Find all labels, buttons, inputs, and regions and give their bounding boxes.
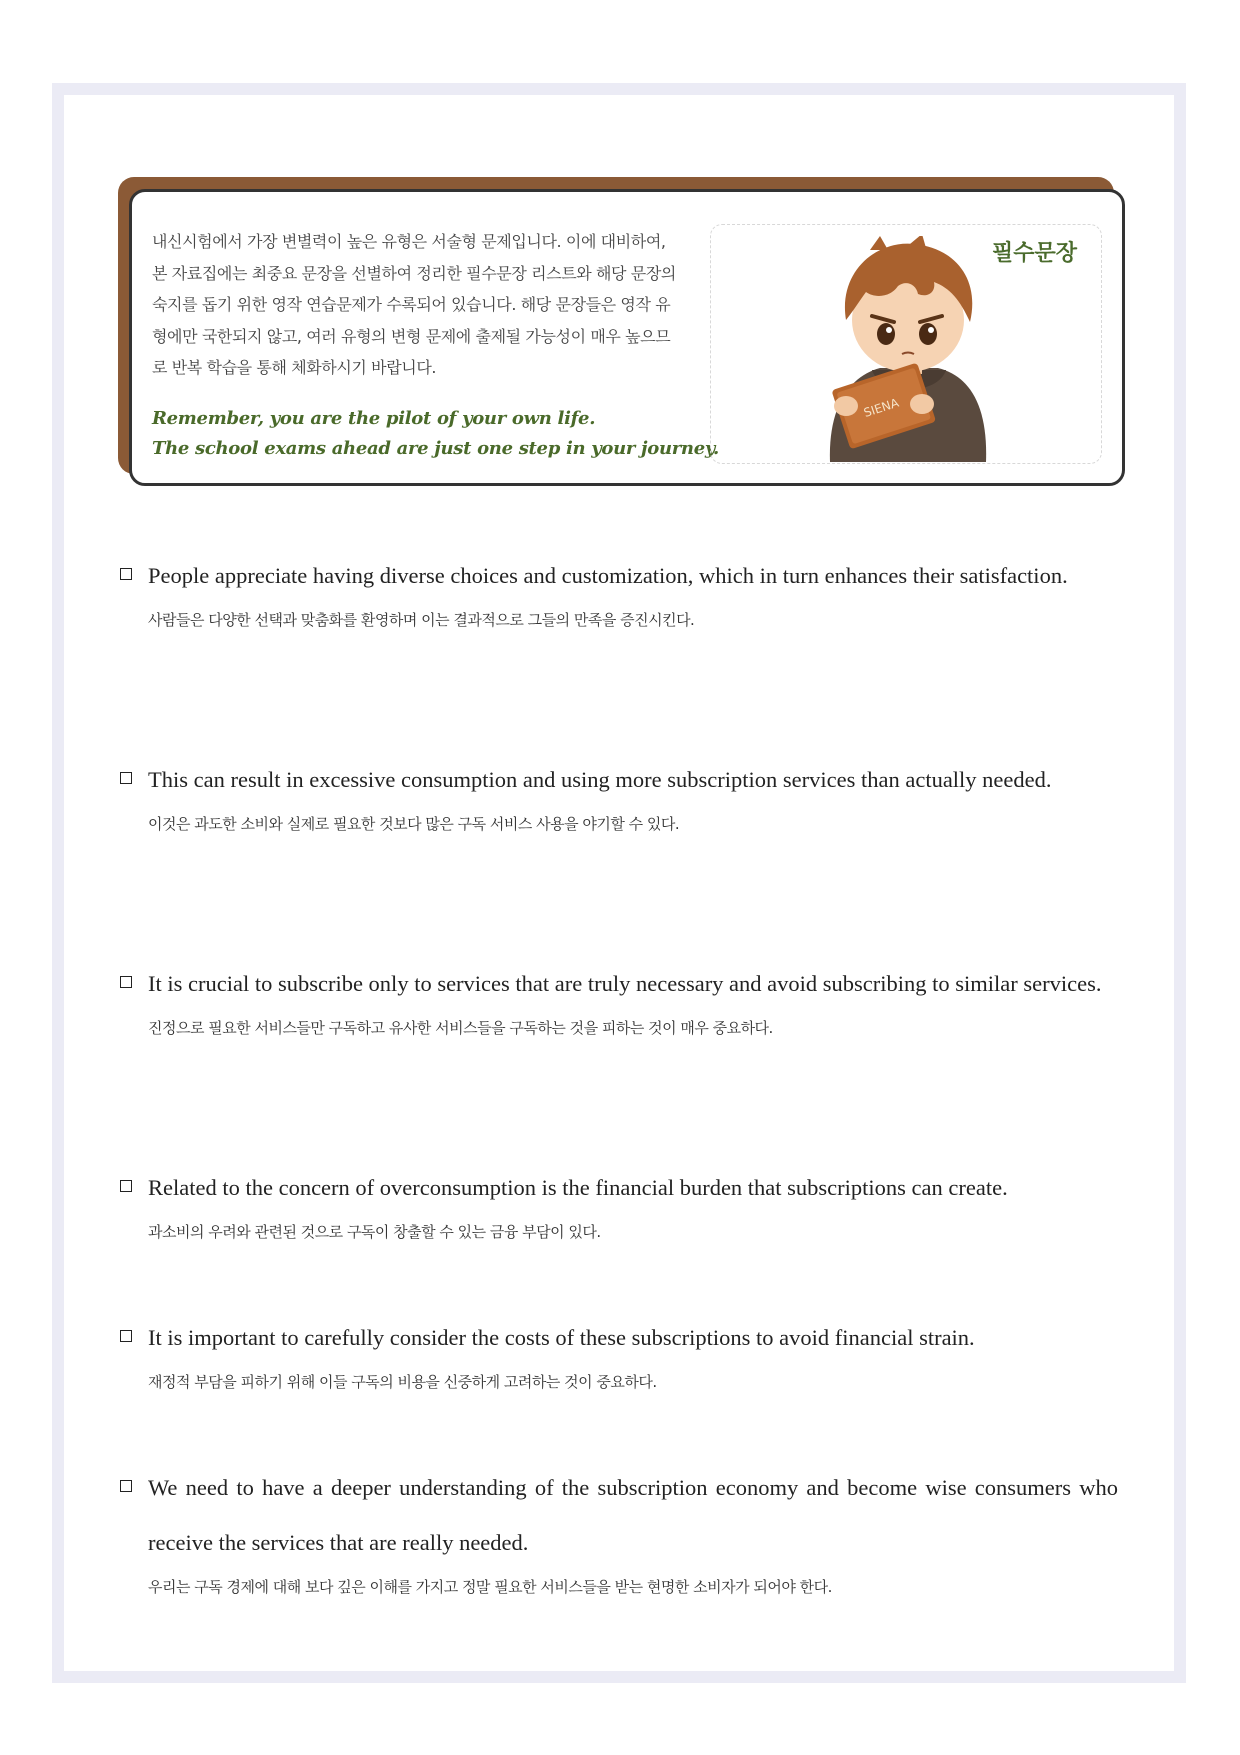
english-sentence: Related to the concern of overconsumption is the financial burden that subscriptions can create. [148,1175,1008,1200]
korean-translation: 과소비의 우려와 관련된 것으로 구독이 창출할 수 있는 금융 부담이 있다. [148,1223,601,1241]
motto-line-2: The school exams ahead are just one step in your journey. [152,438,719,459]
motto-line-1: Remember, you are the pilot of your own life. [152,408,596,429]
reading-boy-illustration [810,236,1006,462]
korean-translation: 사람들은 다양한 선택과 맞춤화를 환영하며 이는 결과적으로 그들의 만족을 증진시킨다. [148,611,695,629]
korean-translation: 재정적 부담을 피하기 위해 이들 구독의 비용을 신중하게 고려하는 것이 중요하다. [148,1373,657,1391]
english-sentence: It is important to carefully consider the costs of these subscriptions to avoid financial strain. [148,1325,975,1350]
book-label: SIENA [861,395,901,421]
sentence-item [118,548,1118,630]
sentence-item [118,1460,1118,1597]
english-sentence: People appreciate having diverse choices and customization, which in turn enhances their satisfaction. [148,563,1068,588]
english-sentence: We need to have a deeper understanding of the subscription economy and become wise consumers who receive the services that are really needed. [148,1475,1118,1555]
english-sentence: This can result in excessive consumption and using more subscription services than actually needed. [148,767,1052,792]
intro-paragraph: 내신시험에서 가장 변별력이 높은 유형은 서술형 문제입니다. 이에 대비하여, 본 자료집에는 최중요 문장을 선별하여 정리한 필수문장 리스트와 해당 문장의 숙지를 돕기 위한 영작 연습문제가 수록되어 있습니다. 해당 문장들은 영작 유형에만 국한되지 않고, 여러 유형의 변형 문제에 출제될 가능성이 매우 높으므로 반복 학습을 통해 체화하시기 바랍니다. [152,232,676,377]
checkbox-icon [120,1480,132,1492]
checkbox-icon [120,1180,132,1192]
english-sentence: It is crucial to subscribe only to services that are truly necessary and avoid subscribing to similar services. [148,971,1102,996]
checkbox-icon [120,1330,132,1342]
sentence-item [118,1160,1118,1242]
sentence-item [118,752,1118,834]
sentence-item [118,1310,1118,1392]
korean-translation: 우리는 구독 경제에 대해 보다 깊은 이해를 가지고 정말 필요한 서비스들을 받는 현명한 소비자가 되어야 한다. [148,1578,832,1596]
checkbox-icon [120,568,132,580]
korean-translation: 이것은 과도한 소비와 실제로 필요한 것보다 많은 구독 서비스 사용을 야기할 수 있다. [148,815,680,833]
motto [152,404,719,464]
sentence-item [118,956,1118,1038]
korean-translation: 진정으로 필요한 서비스들만 구독하고 유사한 서비스들을 구독하는 것을 피하는 것이 매우 중요하다. [148,1019,773,1037]
checkbox-icon [120,976,132,988]
checkbox-icon [120,772,132,784]
essential-sentences-badge: 필수문장 [992,241,1078,266]
